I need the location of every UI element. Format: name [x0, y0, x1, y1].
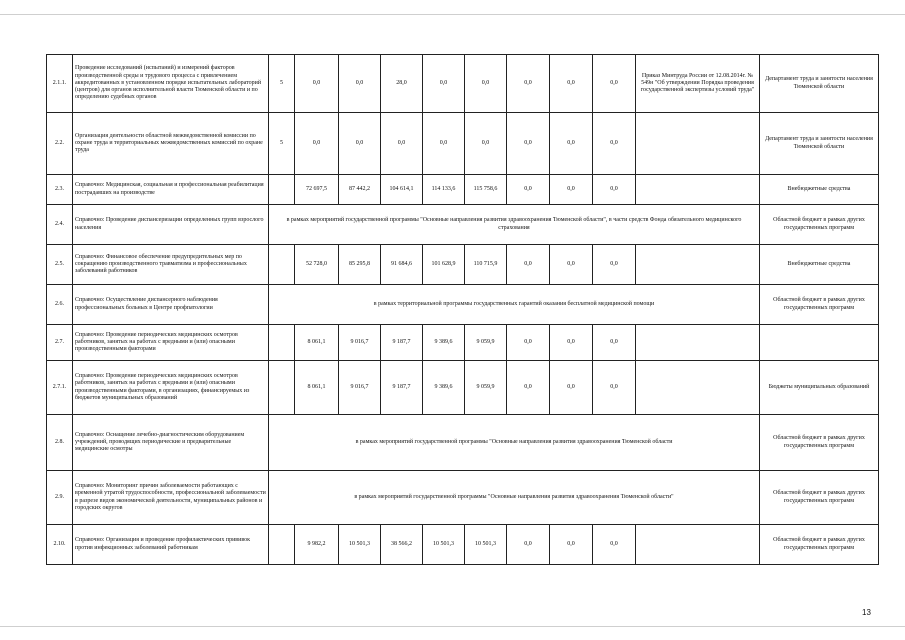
funding-source: Областной бюджет в рамках других государственных программ	[760, 415, 879, 471]
table-row	[47, 525, 879, 565]
funding-value: 9 389,6	[423, 361, 465, 415]
row-description: Организация деятельности областной межведомственной комиссии по охране труда и территориальных межведомственных комиссий по охране труда	[73, 113, 269, 175]
funding-value: 8 061,1	[295, 325, 339, 361]
legal-basis: Приказ Минтруда России от 12.08.2014г. № 549н "Об утверждении Порядка проведения государственной экспертизы условий труда"	[636, 55, 760, 113]
row-number: 2.4.	[47, 205, 73, 245]
funding-value: 0,0	[593, 113, 636, 175]
row-number: 2.5.	[47, 245, 73, 285]
funding-value: 114 133,6	[423, 175, 465, 205]
funding-value: 87 442,2	[339, 175, 381, 205]
funding-source: Бюджеты муниципальных образований	[760, 361, 879, 415]
funding-value: 0,0	[381, 113, 423, 175]
funding-value: 9 187,7	[381, 361, 423, 415]
row-description: Справочно: Медицинская, социальная и профессиональная реабилитация пострадавших на производстве	[73, 175, 269, 205]
funding-source: Областной бюджет в рамках других государственных программ	[760, 285, 879, 325]
row-number: 2.9.	[47, 471, 73, 525]
funding-value: 52 728,0	[295, 245, 339, 285]
funding-value: 9 059,9	[465, 325, 507, 361]
funding-value: 0,0	[507, 361, 550, 415]
funding-value: 0,0	[465, 113, 507, 175]
row-number: 2.7.	[47, 325, 73, 361]
row-description: Справочно: Мониторинг причин заболеваемости работающих с временной утратой трудоспособности, профессиональной заболеваемости в разрезе видов экономической деятельности, муниципальных районов и городских округов	[73, 471, 269, 525]
funding-value: 0,0	[465, 55, 507, 113]
funding-value: 9 016,7	[339, 361, 381, 415]
funding-value: 10 501,3	[339, 525, 381, 565]
funding-value: 0,0	[507, 325, 550, 361]
row-description: Справочно: Проведение диспансеризации определенных групп взрослого населения	[73, 205, 269, 245]
row-number: 2.10.	[47, 525, 73, 565]
funding-value: 0,0	[550, 361, 593, 415]
funding-value: 104 614,1	[381, 175, 423, 205]
row-number: 2.7.1.	[47, 361, 73, 415]
funding-value: 115 758,6	[465, 175, 507, 205]
row-description: Справочно: Финансовое обеспечение предупредительных мер по сокращению производственного травматизма и профессиональных заболеваний работников	[73, 245, 269, 285]
table-row	[47, 471, 879, 525]
row-code	[269, 175, 295, 205]
row-number: 2.3.	[47, 175, 73, 205]
funding-value: 110 715,9	[465, 245, 507, 285]
scan-edge-top	[0, 14, 905, 15]
funding-source: Областной бюджет в рамках других государственных программ	[760, 471, 879, 525]
funding-value: 0,0	[339, 55, 381, 113]
funding-value: 9 982,2	[295, 525, 339, 565]
funding-value: 0,0	[423, 113, 465, 175]
scan-edge-bottom	[0, 626, 905, 627]
funding-source: Департамент труда и занятости населения Тюменской области	[760, 113, 879, 175]
table-row	[47, 113, 879, 175]
program-reference: в рамках мероприятий государственной программы "Основные направления развития здравоохранения Тюменской области", в части средств Фонда обязательного медицинского страхования	[269, 205, 760, 245]
table-row	[47, 285, 879, 325]
funding-value: 0,0	[507, 245, 550, 285]
table-row	[47, 175, 879, 205]
funding-value: 0,0	[593, 525, 636, 565]
funding-source: Департамент труда и занятости населения Тюменской области	[760, 55, 879, 113]
funding-source	[760, 325, 879, 361]
funding-value: 0,0	[507, 175, 550, 205]
funding-value: 0,0	[593, 325, 636, 361]
table-row	[47, 205, 879, 245]
legal-basis	[636, 113, 760, 175]
funding-value: 9 016,7	[339, 325, 381, 361]
funding-value: 0,0	[295, 55, 339, 113]
row-number: 2.8.	[47, 415, 73, 471]
row-code	[269, 325, 295, 361]
funding-value: 0,0	[550, 113, 593, 175]
table-row	[47, 325, 879, 361]
funding-source: Внебюджетные средства	[760, 175, 879, 205]
funding-value: 38 566,2	[381, 525, 423, 565]
funding-source: Областной бюджет в рамках других государственных программ	[760, 525, 879, 565]
funding-value: 0,0	[550, 325, 593, 361]
funding-value: 0,0	[507, 525, 550, 565]
funding-value: 0,0	[339, 113, 381, 175]
row-code: 5	[269, 55, 295, 113]
row-description: Проведение исследований (испытаний) и измерений факторов производственной среды и трудового процесса с привлечением аккредитованных в установленном порядке испытательных лабораторий (центров) для органов исполнительной власти Тюменской области и по определению судебных органов	[73, 55, 269, 113]
funding-value: 9 187,7	[381, 325, 423, 361]
funding-value: 0,0	[550, 175, 593, 205]
funding-value: 101 628,9	[423, 245, 465, 285]
funding-value: 0,0	[593, 175, 636, 205]
table-row	[47, 361, 879, 415]
table-row	[47, 415, 879, 471]
funding-value: 0,0	[550, 55, 593, 113]
legal-basis	[636, 245, 760, 285]
row-description: Справочно: Проведение периодических медицинских осмотров работников, занятых на работах с вредными и (или) опасными производственными факторами, в организациях, финансируемых из бюджетов муниципальных образований	[73, 361, 269, 415]
program-reference: в рамках мероприятий государственной программы "Основные направления развития здравоохранения Тюменской области"	[269, 471, 760, 525]
row-number: 2.2.	[47, 113, 73, 175]
row-description: Справочно: Осуществление диспансерного наблюдения профессиональных больных в Центре профпатологии	[73, 285, 269, 325]
funding-value: 0,0	[550, 525, 593, 565]
funding-value: 0,0	[295, 113, 339, 175]
row-code: 5	[269, 113, 295, 175]
legal-basis	[636, 325, 760, 361]
program-reference: в рамках территориальной программы государственных гарантий оказания бесплатной медицинской помощи	[269, 285, 760, 325]
legal-basis	[636, 175, 760, 205]
funding-value: 8 061,1	[295, 361, 339, 415]
funding-value: 28,0	[381, 55, 423, 113]
funding-value: 0,0	[507, 55, 550, 113]
funding-value: 10 501,3	[465, 525, 507, 565]
legal-basis	[636, 361, 760, 415]
program-reference: в рамках мероприятий государственной программы "Основные направления развития здравоохранения Тюменской области	[269, 415, 760, 471]
funding-value: 85 295,8	[339, 245, 381, 285]
row-number: 2.6.	[47, 285, 73, 325]
funding-value: 0,0	[507, 113, 550, 175]
table-row	[47, 245, 879, 285]
row-code	[269, 361, 295, 415]
page-number: 13	[862, 608, 871, 617]
funding-value: 0,0	[593, 245, 636, 285]
funding-value: 9 059,9	[465, 361, 507, 415]
funding-value: 72 697,5	[295, 175, 339, 205]
funding-value: 0,0	[423, 55, 465, 113]
funding-value: 0,0	[593, 361, 636, 415]
row-code	[269, 245, 295, 285]
funding-source: Внебюджетные средства	[760, 245, 879, 285]
funding-source: Областной бюджет в рамках других государственных программ	[760, 205, 879, 245]
program-table	[46, 54, 879, 565]
row-code	[269, 525, 295, 565]
legal-basis	[636, 525, 760, 565]
table-row	[47, 55, 879, 113]
row-number: 2.1.1.	[47, 55, 73, 113]
funding-value: 91 684,6	[381, 245, 423, 285]
funding-value: 0,0	[593, 55, 636, 113]
row-description: Справочно: Оснащение лечебно-диагностическим оборудованием учреждений, проводящих периодические и предварительные медицинские осмотры	[73, 415, 269, 471]
funding-value: 9 389,6	[423, 325, 465, 361]
funding-value: 10 501,3	[423, 525, 465, 565]
row-description: Справочно: Организация и проведение профилактических прививок против инфекционных заболеваний работникам	[73, 525, 269, 565]
funding-value: 0,0	[550, 245, 593, 285]
row-description: Справочно: Проведение периодических медицинских осмотров работников, занятых на работах с вредными и (или) опасными производственными факторами	[73, 325, 269, 361]
